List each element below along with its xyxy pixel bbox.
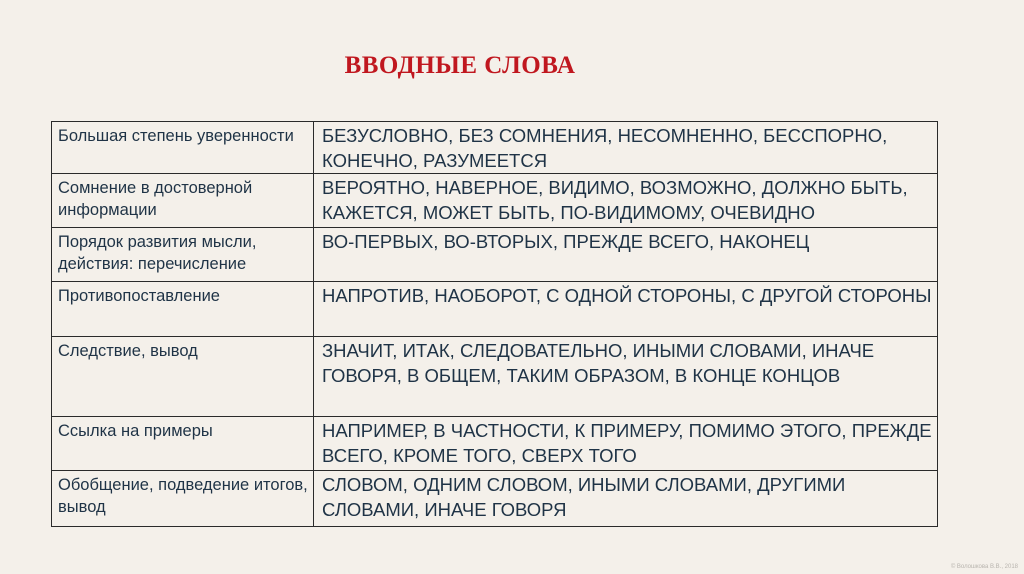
table-row (52, 122, 938, 174)
category-cell: Ссылка на примеры (52, 417, 314, 471)
category-cell: Сомнение в достоверной информации (52, 174, 314, 228)
examples-cell: СЛОВОМ, ОДНИМ СЛОВОМ, ИНЫМИ СЛОВАМИ, ДРУГИМИ СЛОВАМИ, ИНАЧЕ ГОВОРЯ (314, 471, 938, 527)
category-cell: Следствие, вывод (52, 337, 314, 417)
copyright-footer: © Волошкова В.В., 2018 (950, 564, 1018, 570)
examples-cell: НАПРИМЕР, В ЧАСТНОСТИ, К ПРИМЕРУ, ПОМИМО ЭТОГО, ПРЕЖДЕ ВСЕГО, КРОМЕ ТОГО, СВЕРХ ТОГО (314, 417, 938, 471)
category-cell: Порядок развития мысли, действия: перечисление (52, 228, 314, 282)
category-cell: Большая степень уверенности (52, 122, 314, 174)
examples-cell: ВЕРОЯТНО, НАВЕРНОЕ, ВИДИМО, ВОЗМОЖНО, ДОЛЖНО БЫТЬ, КАЖЕТСЯ, МОЖЕТ БЫТЬ, ПО-ВИДИМОМУ, ОЧЕВИДНО (314, 174, 938, 228)
table-row (52, 417, 938, 471)
introductory-words-table (51, 121, 938, 527)
slide-title-text: ВВОДНЫЕ СЛОВА (344, 52, 576, 79)
category-cell: Обобщение, подведение итогов, вывод (52, 471, 314, 527)
table-row (52, 174, 938, 228)
examples-cell: ВО-ПЕРВЫХ, ВО-ВТОРЫХ, ПРЕЖДЕ ВСЕГО, НАКОНЕЦ (314, 228, 938, 282)
slide-title (0, 52, 920, 80)
table-row (52, 228, 938, 282)
table-row (52, 471, 938, 527)
examples-cell: ЗНАЧИТ, ИТАК, СЛЕДОВАТЕЛЬНО, ИНЫМИ СЛОВАМИ, ИНАЧЕ ГОВОРЯ, В ОБЩЕМ, ТАКИМ ОБРАЗОМ, В КОНЦЕ КОНЦОВ (314, 337, 938, 417)
table-row (52, 282, 938, 337)
examples-cell: БЕЗУСЛОВНО, БЕЗ СОМНЕНИЯ, НЕСОМНЕННО, БЕССПОРНО, КОНЕЧНО, РАЗУМЕЕТСЯ (314, 122, 938, 174)
category-cell: Противопоставление (52, 282, 314, 337)
examples-cell: НАПРОТИВ, НАОБОРОТ, С ОДНОЙ СТОРОНЫ, С ДРУГОЙ СТОРОНЫ (314, 282, 938, 337)
table-row (52, 337, 938, 417)
